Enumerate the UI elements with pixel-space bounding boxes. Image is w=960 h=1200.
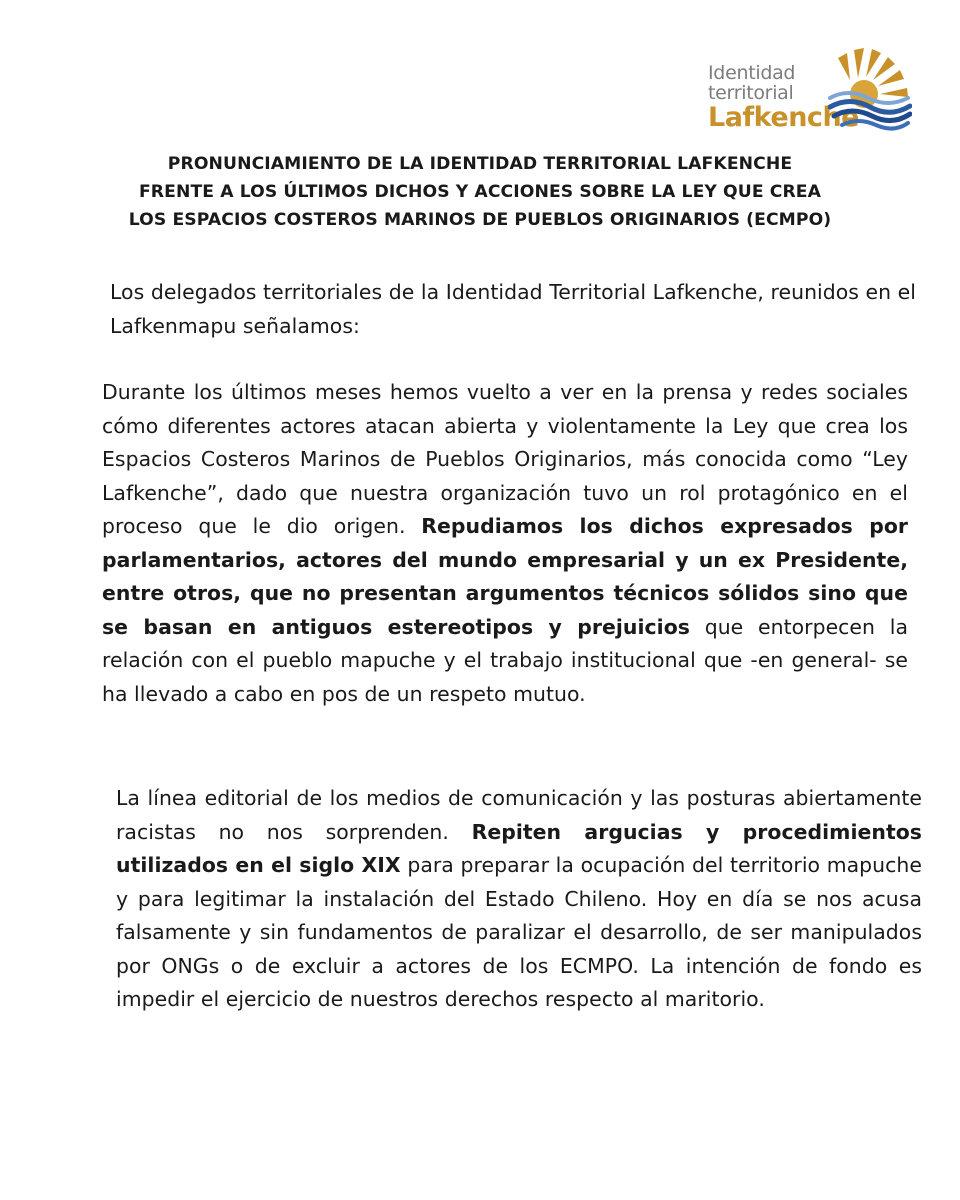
logo-brand-name: Lafkenche xyxy=(708,102,859,133)
paragraph-3-text-a: La línea editorial de los medios de comunicación y las posturas abiertamente racistas no nos sorprenden. xyxy=(116,786,922,844)
logo-line-identidad: Identidad xyxy=(708,62,796,84)
paragraph-3-text-b: para preparar la ocupación del territorio mapuche y para legitimar la instalación del Estado Chileno. Hoy en día se nos acusa falsamente y sin fundamentos de paralizar el desarrollo, de ser manipulados por ONGs o de excluir a actores de los ECMPO. La intención de fondo es impedir el ejercicio de nuestros derechos respecto al maritorio. xyxy=(116,853,922,1011)
logo-line-territorial: territorial xyxy=(708,82,794,104)
title-line-3: LOS ESPACIOS COSTEROS MARINOS DE PUEBLOS ORIGINARIOS (ECMPO) xyxy=(128,210,832,230)
paragraph-2-bold: Repudiamos los dichos expresados por parlamentarios, actores del mundo empresarial y un ex Presidente, entre otros, que no presentan argumentos técnicos sólidos sino que se basan en antiguos estereotipos y prejuicios xyxy=(102,514,909,639)
paragraph-1-text: Los delegados territoriales de la Identidad Territorial Lafkenche, reunidos en el Lafkenmapu señalamos: xyxy=(110,280,916,338)
paragraph-linea-editorial xyxy=(76,782,922,1017)
paragraph-delegados xyxy=(76,276,916,343)
organization-logo xyxy=(700,44,916,136)
title-line-2: FRENTE A LOS ÚLTIMOS DICHOS Y ACCIONES SOBRE LA LEY QUE CREA xyxy=(138,182,822,202)
title-line-1: PRONUNCIAMIENTO DE LA IDENTIDAD TERRITORIAL LAFKENCHE xyxy=(167,154,793,174)
paragraph-2-text-a: Durante los últimos meses hemos vuelto a ver en la prensa y redes sociales cómo diferentes actores atacan abierta y violentamente la Ley que crea los Espacios Costeros Marinos de Pueblos Originarios, más conocida como “Ley Lafkenche”, dado que nuestra organización tuvo un rol protagónico en el proceso que le dio origen. xyxy=(102,380,908,538)
paragraph-3-bold: Repiten argucias y procedimientos utilizados en el siglo XIX xyxy=(116,819,922,877)
paragraph-2-text-b: que entorpecen la relación con el pueblo mapuche y el trabajo institucional que -en general- se ha llevado a cabo en pos de un respeto mutuo. xyxy=(102,614,909,706)
paragraph-durante xyxy=(76,376,908,711)
document-title xyxy=(60,150,900,234)
sun-waves-icon xyxy=(828,44,912,134)
